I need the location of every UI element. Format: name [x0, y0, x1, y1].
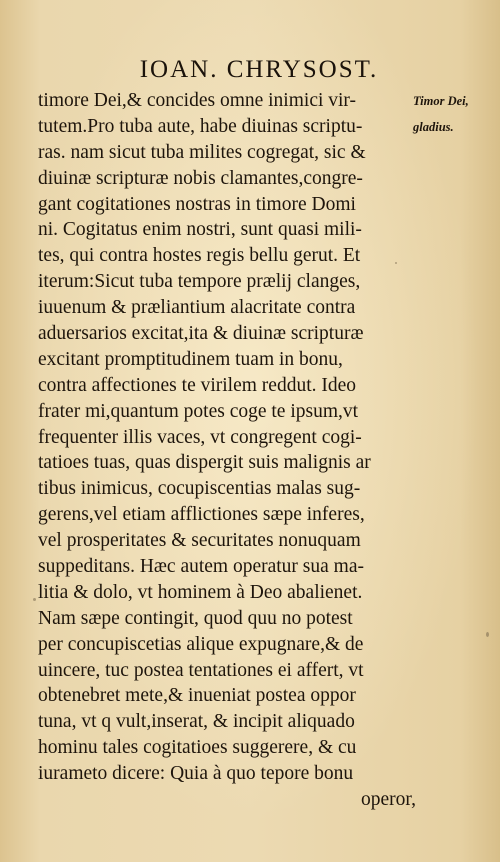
text-line: per concupiscetias alique expugnare,& de: [38, 633, 364, 655]
text-line: ni. Cogitatus enim nostri, sunt quasi mili-: [38, 219, 362, 241]
text-line: iurameto dicere: Quia à quo tepore bonu: [38, 763, 354, 785]
text-line: frater mi,quantum potes coge te ipsum,vt: [38, 400, 359, 422]
text-line: tatioes tuas, quas dispergit suis malignis ar: [38, 452, 371, 474]
margin-note: [413, 89, 498, 140]
text-line: gerens,vel etiam afflictiones sæpe inferes,: [38, 504, 365, 526]
body-text: [38, 88, 418, 813]
paper-speck: [33, 598, 36, 601]
text-line: uincere, tuc postea tentationes ei affert, vt: [38, 659, 364, 681]
text-line: contra affectiones te virilem reddut. Ideo: [38, 374, 357, 396]
text-line: frequenter illis vaces, vt congregent cogi-: [38, 426, 362, 448]
text-line: obtenebret mete,& inueniat postea oppor: [38, 685, 356, 707]
margin-note-line: Timor Dei,: [413, 94, 469, 108]
text-line: tibus inimicus, cocupiscentias malas sug-: [38, 478, 361, 500]
running-head: IOAN. CHRYSOST.: [139, 56, 379, 83]
catchword: operor,: [361, 789, 416, 811]
text-line: tuna, vt q vult,inserat, & incipit aliquado: [38, 711, 355, 733]
text-line: diuinæ scripturæ nobis clamantes,congre-: [38, 167, 363, 189]
text-line: hominu tales cogitatioes suggerere, & cu: [38, 737, 357, 759]
paper-speck: [395, 262, 397, 264]
text-line: gant cogitationes nostras in timore Domi: [38, 193, 356, 215]
text-line: Nam sæpe contingit, quod quu no potest: [38, 607, 353, 629]
margin-note-line: gladius.: [413, 119, 454, 134]
text-line: iuuenum & præliantium alacritate contra: [38, 297, 356, 319]
paper-speck: [486, 632, 489, 637]
text-line: aduersarios excitat,ita & diuinæ scripturæ: [38, 323, 364, 345]
text-line: tutem.Pro tuba aute, habe diuinas scriptu-: [38, 115, 363, 137]
text-line: iterum:Sicut tuba tempore prælij clanges,: [38, 271, 361, 293]
text-line: tes, qui contra hostes regis bellu gerut. Et: [38, 245, 361, 267]
text-line: timore Dei,& concides omne inimici vir-: [38, 90, 357, 111]
text-line: excitant promptitudinem tuam in bonu,: [38, 348, 343, 370]
text-line: suppeditans. Hæc autem operatur sua ma-: [38, 556, 364, 578]
text-line: litia & dolo, vt hominem à Deo abalienet.: [38, 581, 363, 603]
text-line: vel prosperitates & securitates nonuquam: [38, 530, 361, 552]
text-line: ras. nam sicut tuba milites cogregat, sic &: [38, 141, 366, 163]
